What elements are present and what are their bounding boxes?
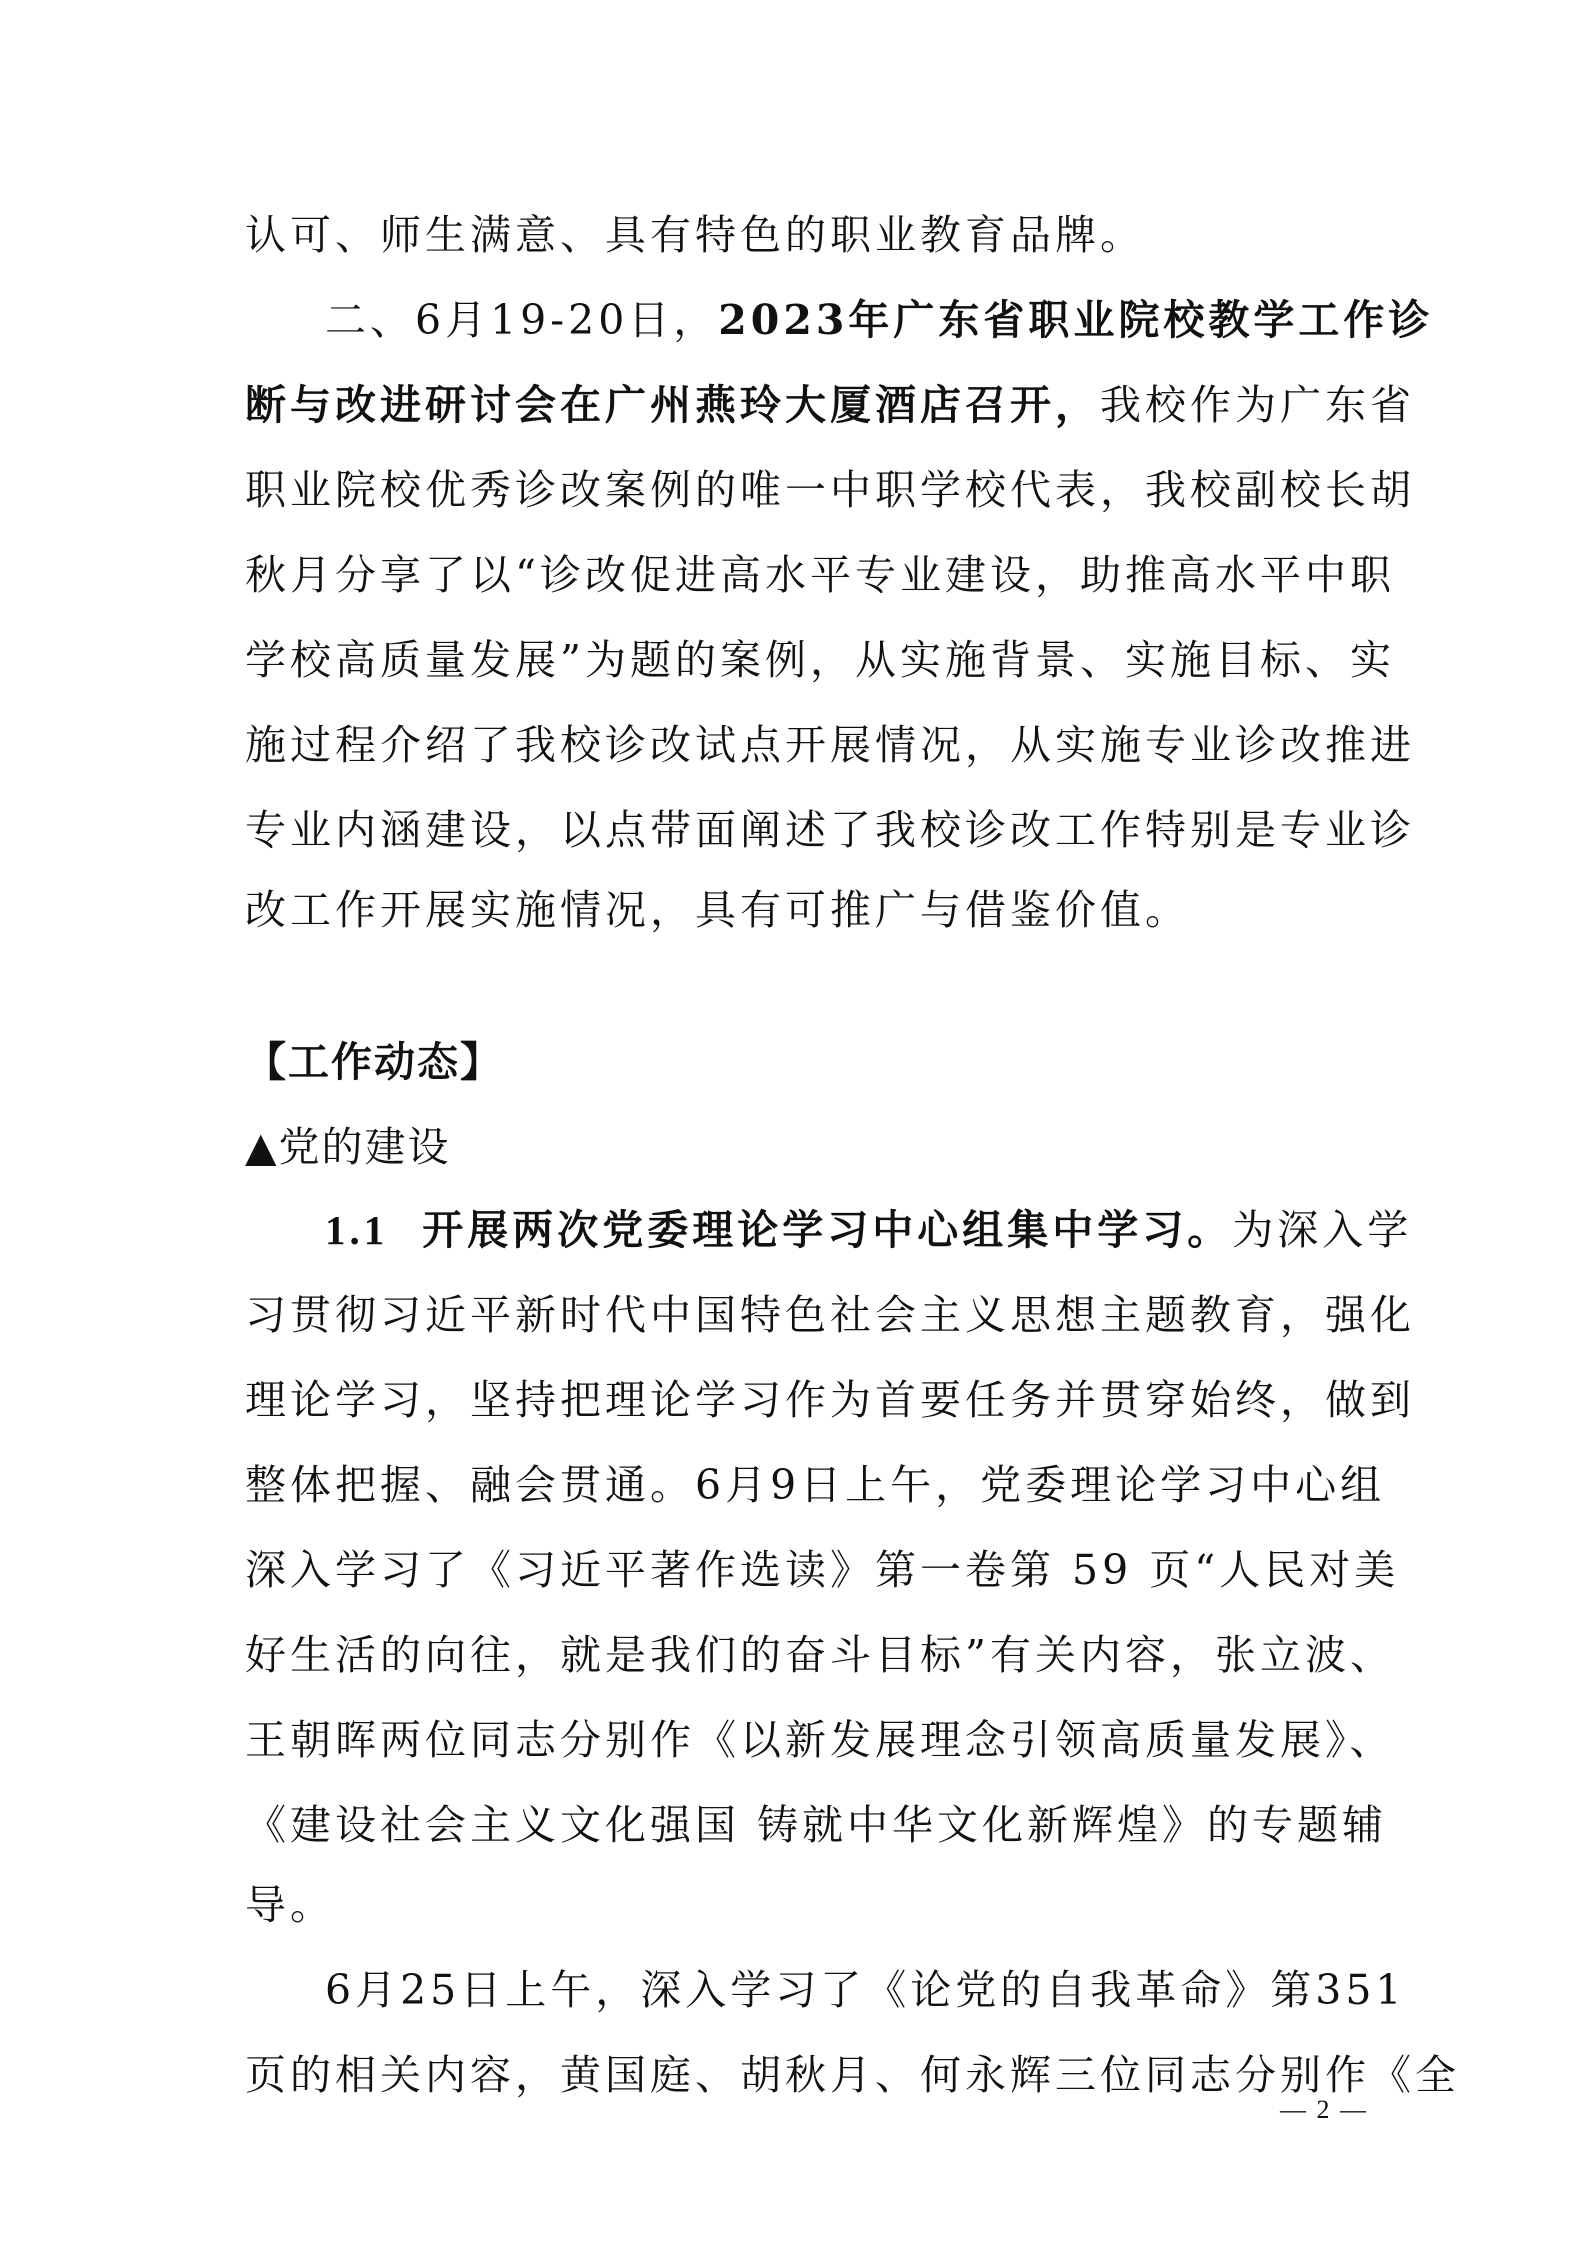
- paragraph-two-line-5: 学校高质量发展”为题的案例，从实施背景、实施目标、实: [245, 636, 1395, 684]
- continued-paragraph-line: 认可、师生满意、具有特色的职业教育品牌。: [245, 211, 1145, 259]
- item-1-1-line-6: 好生活的向往，就是我们的奋斗目标”有关内容，张立波、: [245, 1631, 1395, 1679]
- paragraph-two-line-1: [325, 290, 1434, 350]
- item-1-1-line-8: 《建设社会主义文化强国 铸就中华文化新辉煌》的专题辅: [245, 1801, 1388, 1849]
- item-1-1-heading: 开展两次党委理论学习中心组集中学习。: [422, 1206, 1233, 1254]
- paragraph-two-bold-tail: 断与改进研讨会在广州燕玲大厦酒店召开，: [245, 381, 1100, 429]
- paragraph-two-line-7: 专业内涵建设，以点带面阐述了我校诊改工作特别是专业诊: [245, 806, 1415, 854]
- page-number: — 2 —: [1280, 2095, 1368, 2124]
- section-title: 【工作动态】: [245, 1038, 503, 1086]
- item-1-1-line-3: 理论学习，坚持把理论学习作为首要任务并贯穿始终，做到: [245, 1376, 1415, 1424]
- item-1-1-line-9: 导。: [245, 1881, 335, 1929]
- item-number: 1.1: [325, 1207, 389, 1253]
- paragraph-two-line-2: [245, 375, 1415, 435]
- item-1-1-line-7: 王朝晖两位同志分别作《以新发展理念引领高质量发展》、: [245, 1716, 1395, 1764]
- paragraph-two-line-3: 职业院校优秀诊改案例的唯一中职学校代表，我校副校长胡: [245, 466, 1415, 514]
- paragraph-two-line-8: 改工作开展实施情况，具有可推广与借鉴价值。: [245, 886, 1190, 934]
- paragraph-two-line-4: 秋月分享了以“诊改促进高水平专业建设，助推高水平中职: [245, 551, 1395, 599]
- item-1-1-line-4: 整体把握、融会贯通。6月9日上午，党委理论学习中心组: [245, 1461, 1386, 1509]
- june25-paragraph-line-2: 页的相关内容，黄国庭、胡秋月、何永辉三位同志分别作《全: [245, 2051, 1460, 2099]
- paragraph-two-text: 我校作为广东省: [1100, 381, 1415, 429]
- paragraph-two-date: 二、6月19-20日，: [325, 296, 719, 344]
- item-1-1-text: 为深入学: [1232, 1206, 1413, 1254]
- june25-paragraph-line-1: 6月25日上午，深入学习了《论党的自我革命》第351: [325, 1966, 1406, 2014]
- paragraph-two-line-6: 施过程介绍了我校诊改试点开展情况，从实施专业诊改推进: [245, 721, 1415, 769]
- paragraph-two-bold-lead: 2023年广东省职业院校教学工作诊: [718, 296, 1434, 344]
- item-1-1-line-2: 习贯彻习近平新时代中国特色社会主义思想主题教育，强化: [245, 1291, 1415, 1339]
- section-subtitle: ▲党的建设: [245, 1123, 451, 1171]
- item-1-1-line-1: [325, 1200, 1413, 1260]
- item-1-1-line-5: 深入学习了《习近平著作选读》第一卷第 59 页“人民对美: [245, 1546, 1400, 1594]
